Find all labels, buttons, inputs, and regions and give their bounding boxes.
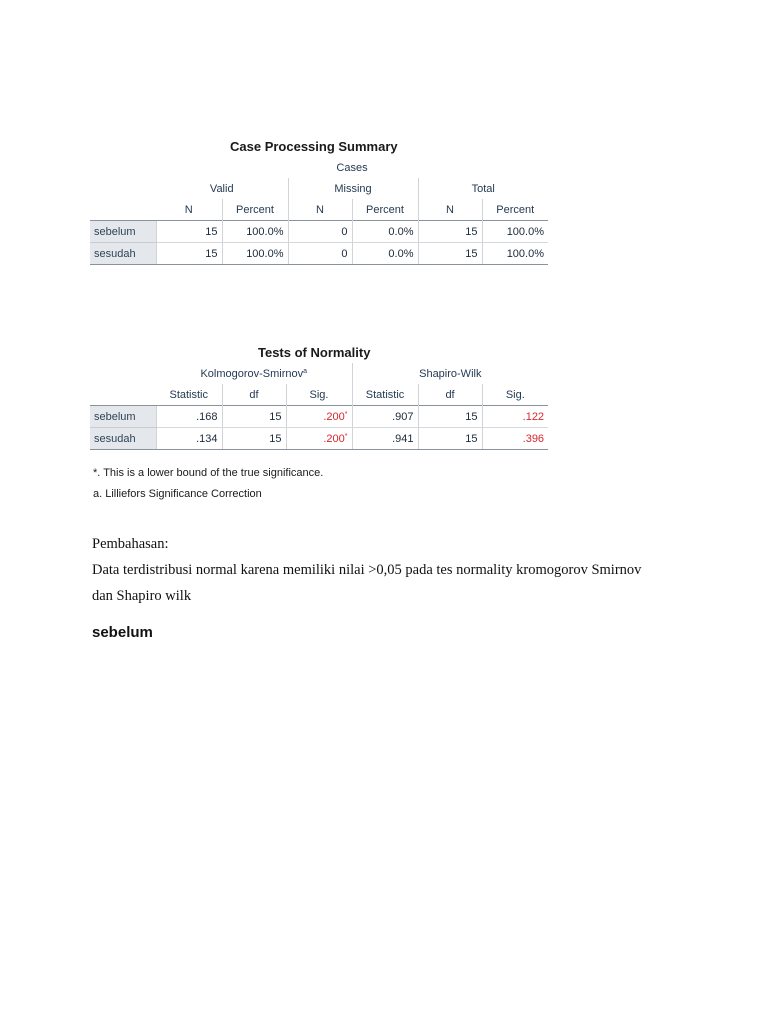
sig-cell: .122: [482, 406, 548, 428]
table-cell: 15: [222, 428, 286, 450]
footnote-lilliefors: a. Lilliefors Significance Correction: [93, 488, 262, 500]
table-cell: 15: [418, 406, 482, 428]
table-cell: 0.0%: [352, 243, 418, 265]
sig-cell: .396: [482, 428, 548, 450]
normality-title: Tests of Normality: [258, 345, 371, 360]
section-heading: sebelum: [92, 624, 153, 641]
table-cell: 15: [156, 243, 222, 265]
table-cell: .941: [352, 428, 418, 450]
table-cell: 15: [418, 243, 482, 265]
column-header: N: [288, 199, 352, 221]
discussion-line-1: Data terdistribusi normal karena memiliki nilai >0,05 pada tes normality kromogorov Smirnov: [92, 562, 642, 578]
column-header: Percent: [496, 203, 535, 216]
table-row: [90, 406, 548, 428]
table-cell: .168: [156, 406, 222, 428]
sig-cell: .200*: [286, 406, 352, 428]
table-cell: 0.0%: [352, 221, 418, 243]
group-header-ks: Kolmogorov-Smirnov$^a$: [156, 363, 352, 384]
cases-header: Cases: [336, 161, 368, 174]
table-cell: 100.0%: [222, 243, 288, 265]
table-cell: 100.0%: [482, 243, 548, 265]
table-cell: 15: [418, 428, 482, 450]
column-header: N: [418, 199, 482, 221]
table-cell: 0: [288, 221, 352, 243]
table-cell: .907: [352, 406, 418, 428]
sig-cell: .200*: [286, 428, 352, 450]
group-header-missing: Missing: [288, 178, 418, 199]
discussion-line-2: dan Shapiro wilk: [92, 588, 192, 604]
row-label: sebelum: [90, 406, 156, 428]
column-header: Statistic: [352, 384, 418, 406]
row-label: sesudah: [90, 428, 156, 450]
table-cell: 0: [288, 243, 352, 265]
column-header: df: [418, 384, 482, 406]
table-cell: 15: [222, 406, 286, 428]
column-header: N: [156, 199, 222, 221]
footnote-marker: a: [303, 367, 308, 375]
group-header-valid: Valid: [156, 178, 288, 199]
footnote-lower-bound: *. This is a lower bound of the true significance.: [93, 467, 324, 479]
row-label: sesudah: [90, 243, 156, 265]
table-cell: 100.0%: [482, 221, 548, 243]
table-cell: .134: [156, 428, 222, 450]
column-header: Sig.: [286, 384, 352, 406]
column-header: Percent: [352, 199, 418, 221]
column-header: Percent: [222, 199, 288, 221]
group-header-sw: Shapiro-Wilk: [419, 367, 482, 380]
discussion-label: Pembahasan:: [92, 536, 169, 552]
table-cell: 15: [156, 221, 222, 243]
row-label: sebelum: [90, 221, 156, 243]
table-cell: 15: [418, 221, 482, 243]
group-header-total: Total: [471, 182, 495, 195]
table-row: [90, 428, 548, 450]
table-row: [90, 221, 548, 243]
column-header: Sig.: [505, 388, 525, 401]
column-header: Statistic: [156, 384, 222, 406]
normality-table: [90, 363, 548, 450]
case-processing-title: Case Processing Summary: [230, 139, 398, 154]
case-processing-table: [90, 157, 548, 265]
table-cell: 100.0%: [222, 221, 288, 243]
table-row: [90, 243, 548, 265]
column-header: df: [222, 384, 286, 406]
